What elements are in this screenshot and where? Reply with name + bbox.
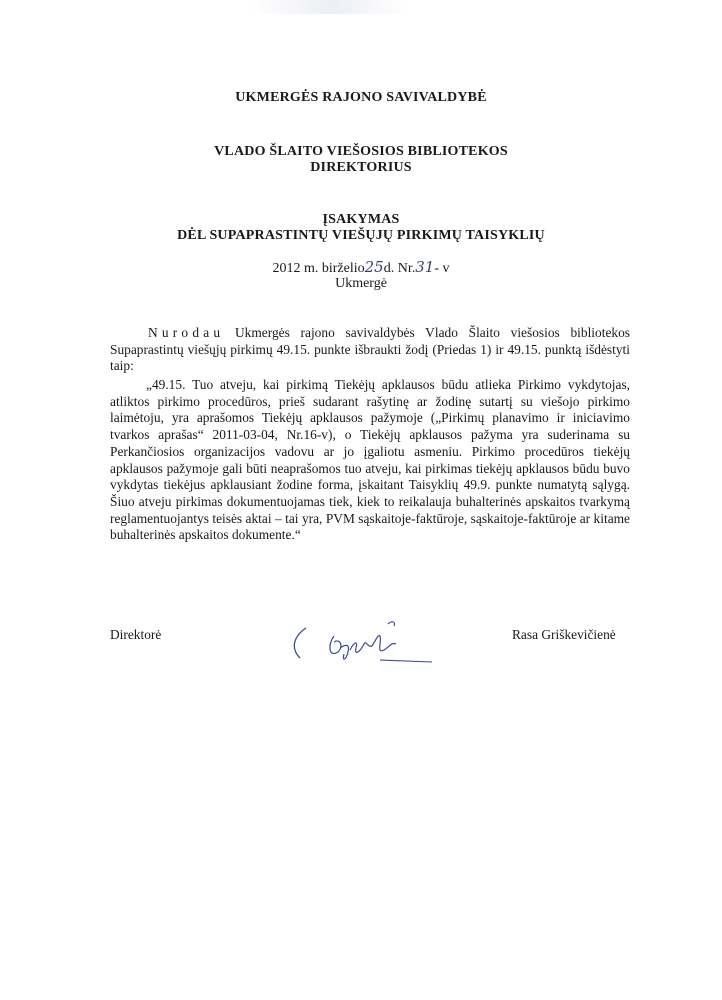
document-subject: DĖL SUPAPRASTINTŲ VIEŠŲJŲ PIRKIMŲ TAISYKLIŲ — [177, 228, 545, 243]
handwritten-signature — [284, 614, 444, 674]
number-suffix: - v — [434, 261, 450, 276]
scan-artifact — [250, 0, 410, 14]
document-type: ĮSAKYMAS — [322, 212, 400, 227]
place-of-issue: Ukmergė — [335, 276, 387, 291]
date-number-line — [0, 258, 722, 277]
handwritten-number: 31 — [415, 258, 435, 276]
amendment-paragraph: „49.15. Tuo atveju, kai pirkimą Tiekėjų apklausos būdu atlieka Pirkimo vykdytojas, atliktos pirkimo procedūros, prieš sudarant rašytinę ar žodinę sutartį su viešojo pirkimo laimėtoju, yra aprašomos Tiekėjų apklausos pažymoje („Pirkimų planavimo ir iniciavimo tvarkos aprašas“ 2011-03-04, Nr.16-v), o Tiekėjų apklausos pažyma yra suderinama su Perkančiosios organizacijos vadovu ar jo įgaliotu asmeniu. Pirkimo procedūros tiekėjų apklausos pažymoje gali būti neaprašomos tuo atveju, kai pirkimas tiekėjų apklausos būdu buvo vykdytas tiekėjus apklausiant žodine forma, įskaitant Taisyklių 49.9. punkte numatytą sąlygą. Šiuo atveju pirkimas dokumentuojamas tiek, kiek to reikalauja buhalterinės apskaitos tvarkymą reglamentuojantys teisės aktai – tai yra, PVM sąskaitoje-faktūroje, sąskaitoje-faktūroje ar kitame buhalterinės apskaitos dokumente.“ — [110, 377, 630, 543]
director-heading: DIREKTORIUS — [310, 160, 412, 175]
library-heading: VLADO ŠLAITO VIEŠOSIOS BIBLIOTEKOS — [214, 144, 508, 159]
date-day-suffix: d. Nr. — [383, 261, 416, 276]
handwritten-day: 25 — [364, 258, 384, 276]
municipality-heading: UKMERGĖS RAJONO SAVIVALDYBĖ — [235, 90, 487, 105]
instruction-paragraph — [110, 325, 630, 375]
instruction-text: Ukmergės rajono savivaldybės Vlado Šlaito viešosios bibliotekos Supaprastintų viešųjų pirkimų 49.15. punkte išbraukti žodį (Priedas 1) ir 49.15. punktą išdėstyti taip: — [110, 325, 630, 374]
signer-role: Direktorė — [110, 627, 162, 642]
signer-name: Rasa Griškevičienė — [512, 627, 616, 642]
date-prefix: 2012 m. birželio — [272, 261, 365, 276]
instruction-word: Nurodau — [148, 325, 225, 340]
